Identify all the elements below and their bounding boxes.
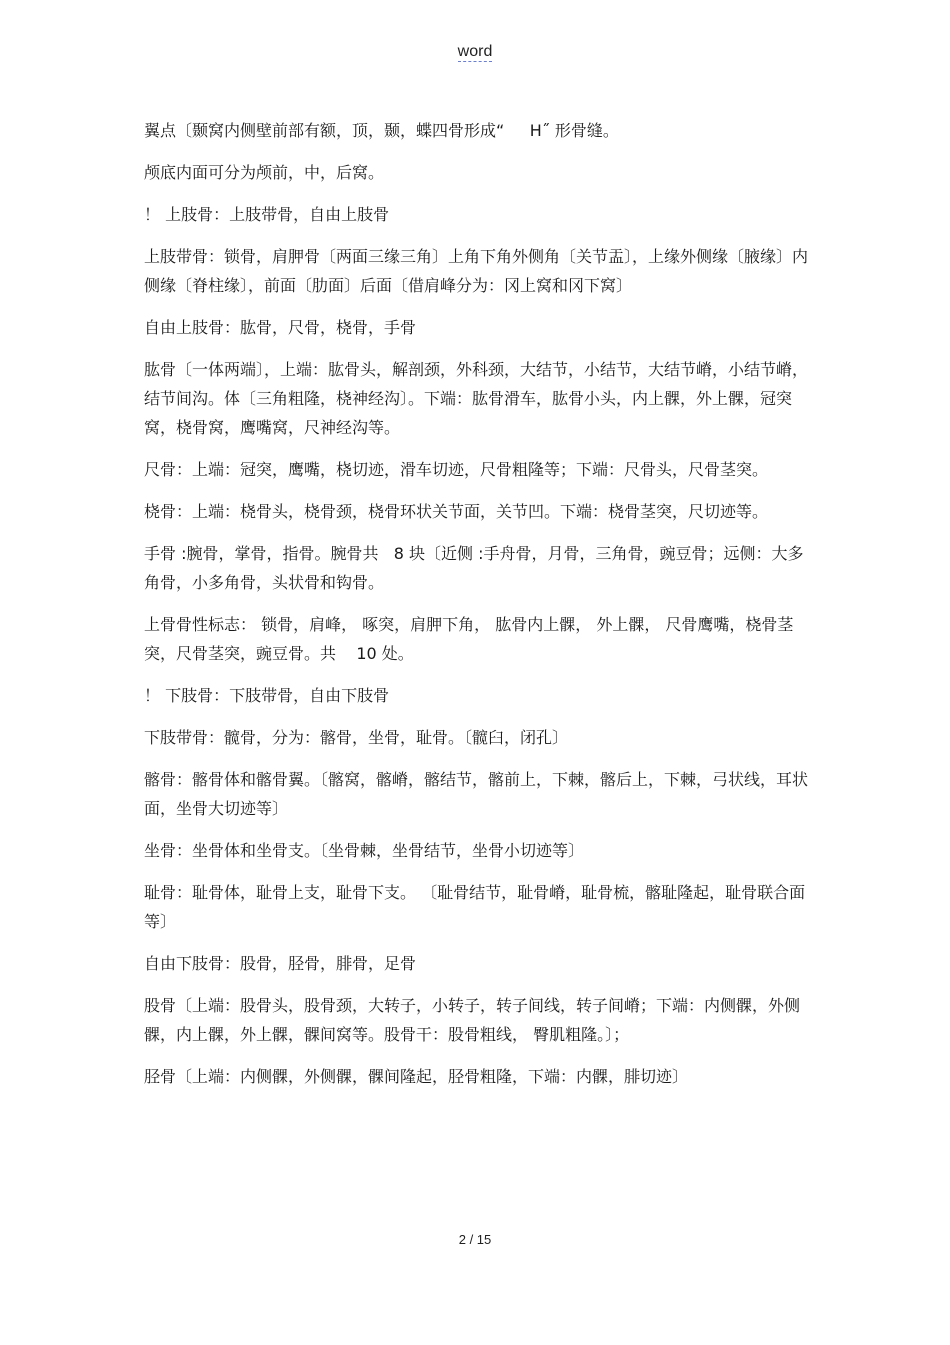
- paragraph: 自由下肢骨：股骨，胫骨，腓骨，足骨: [144, 954, 417, 973]
- page-number: 2 / 15: [458, 1232, 492, 1247]
- paragraph: 股骨〔上端：股骨头，股骨颈，大转子，小转子，转子间线，转子间嵴；下端：内侧髁，外侧髁，内上髁，外上髁，髁间窝等。股骨干：股骨粗线， 臀肌粗隆。〕；: [144, 996, 801, 1044]
- paragraph: 耻骨：耻骨体，耻骨上支，耻骨下支。 〔耻骨结节，耻骨嵴，耻骨梳，髂耻隆起，耻骨联合面等〕: [144, 883, 806, 931]
- header-title: word: [457, 43, 493, 60]
- paragraph: 颅底内面可分为颅前，中，后窝。: [144, 163, 385, 182]
- paragraph: ！ 上肢骨：上肢带骨，自由上肢骨: [144, 205, 390, 224]
- paragraph: 自由上肢骨：肱骨，尺骨，桡骨，手骨: [144, 318, 417, 337]
- page-header: [0, 43, 950, 61]
- paragraph: 翼点〔颞窝内侧壁前部有额，顶，颞，蝶四骨形成“ H˝ 形骨缝。: [144, 121, 619, 140]
- paragraph: 尺骨：上端：冠突，鹰嘴，桡切迹，滑车切迹，尺骨粗隆等；下端：尺骨头，尺骨茎突。: [144, 460, 769, 479]
- paragraph: 肱骨〔一体两端〕，上端：肱骨头，解剖颈，外科颈，大结节，小结节，大结节嵴，小结节嵴，结节间沟。体〔三角粗隆，桡神经沟〕。下端：肱骨滑车，肱骨小头，内上髁，外上髁，冠突窝，桡骨窝，鹰嘴窝，尺神经沟等。: [144, 360, 809, 437]
- paragraph: 上骨骨性标志： 锁骨，肩峰， 啄突，肩胛下角， 肱骨内上髁， 外上髁， 尺骨鹰嘴，桡骨茎突，尺骨茎突，豌豆骨。共 10 处。: [144, 615, 794, 663]
- paragraph: 桡骨：上端：桡骨头，桡骨颈，桡骨环状关节面，关节凹。下端：桡骨茎突，尺切迹等。: [144, 502, 769, 521]
- paragraph: 胫骨〔上端：内侧髁，外侧髁，髁间隆起，胫骨粗隆，下端：内髁，腓切迹〕: [144, 1067, 689, 1086]
- paragraph: 髂骨：髂骨体和髂骨翼。〔髂窝，髂嵴，髂结节，髂前上，下棘，髂后上，下棘，弓状线，耳状面，坐骨大切迹等〕: [144, 770, 809, 818]
- paragraph: 上肢带骨：锁骨，肩胛骨〔两面三缘三角〕上角下角外侧角〔关节盂〕，上缘外侧缘〔腋缘〕内侧缘〔脊柱缘〕，前面〔肋面〕后面〔借肩峰分为：冈上窝和冈下窝〕: [144, 247, 809, 295]
- paragraph: ！ 下肢骨：下肢带骨，自由下肢骨: [144, 686, 390, 705]
- paragraph: 坐骨：坐骨体和坐骨支。〔坐骨棘，坐骨结节，坐骨小切迹等〕: [144, 841, 585, 860]
- paragraph: 下肢带骨：髋骨，分为：髂骨，坐骨，耻骨。〔髋臼，闭孔〕: [144, 728, 569, 747]
- document-body: [144, 116, 814, 1104]
- paragraph: 手骨 :腕骨，掌骨，指骨。腕骨共 8 块〔近侧 :手舟骨，月骨，三角骨，豌豆骨；远侧：大多角骨，小多角骨，头状骨和钩骨。: [144, 544, 804, 592]
